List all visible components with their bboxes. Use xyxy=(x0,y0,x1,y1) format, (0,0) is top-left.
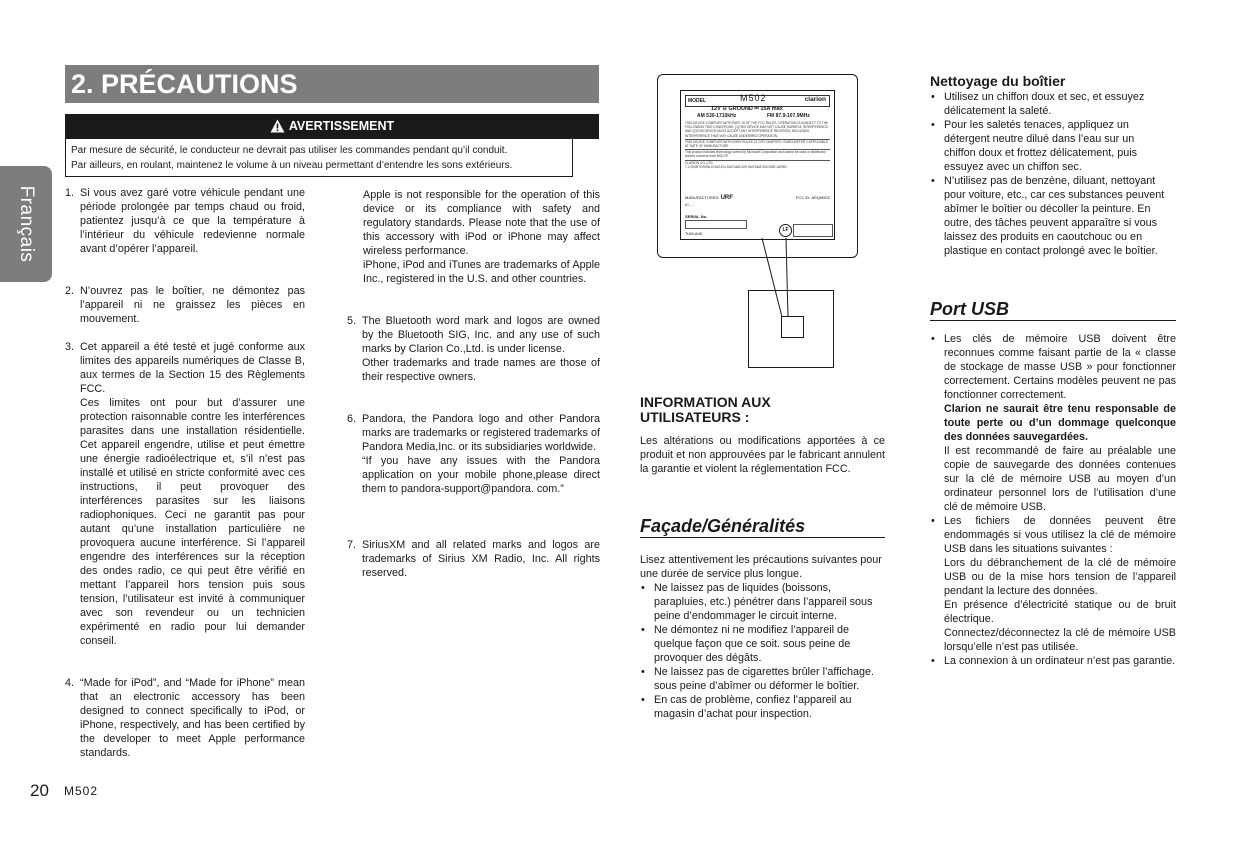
label-brand: clarion xyxy=(804,96,826,103)
usb-list xyxy=(930,332,1176,668)
label-fm: FM xyxy=(767,113,775,119)
label-made-in: THAILAND xyxy=(685,232,703,236)
usb-text: Lors du débranchement de la clé de mémoire USB ou de la mise hors tension de l’appareil pendant la lecture des données. xyxy=(944,557,1176,597)
usb-text: En présence d’électricité statique ou de bruit électrique. xyxy=(944,599,1176,625)
label-fm-range: 87.9-107.9MHz xyxy=(775,113,810,119)
item-text: Pandora, the Pandora logo and other Pandora marks are trademarks or registered trademarks of Pandora Media,Inc. or its subsidiaries worldwide. xyxy=(362,413,600,453)
list-item-4 xyxy=(65,676,305,760)
item-text: “If you have any issues with the Pandora application on your mobile phone,please direct them to pandora-support@pandora. com.” xyxy=(362,455,600,495)
list-item-7 xyxy=(347,538,600,580)
label-fine-print xyxy=(685,121,830,201)
warning-title: AVERTISSEMENT xyxy=(288,119,395,133)
usb-bold-text: Clarion ne saurait être tenu responsable de toute perte ou d’un dommage quelconque des données sauvegardées. xyxy=(944,403,1176,443)
label-manufactured-row xyxy=(685,195,733,201)
warning-body xyxy=(65,139,573,177)
label-am-row xyxy=(697,113,736,119)
item-number: 2. xyxy=(65,285,75,297)
warning-line-2: Par ailleurs, en roulant, maintenez le volume à un niveau permettant d’entendre les sons extérieurs. xyxy=(71,159,513,171)
info-heading xyxy=(640,395,885,425)
item-number: 4. xyxy=(65,677,75,689)
section-title: 2. PRÉCAUTIONS xyxy=(65,65,599,103)
info-body: Les altérations ou modifications apportées à ce produit et non approuvées par le fabricant annulent la garantie et violent la réglementation FCC. xyxy=(640,435,885,475)
facade-intro: Lisez attentivement les précautions suivantes pour une durée de service plus longue. xyxy=(640,554,882,580)
label-company: CLARION CO.,LTD. xyxy=(685,160,830,165)
nettoyage-heading: Nettoyage du boîtier xyxy=(930,73,1066,89)
facade-bullet: • Ne laissez pas de liquides (boissons, parapluies, etc.) pénétrer dans l’appareil sous peine d’endommager le circuit interne. xyxy=(640,581,885,623)
warning-triangle-icon xyxy=(270,119,285,133)
label-location-marker xyxy=(781,316,804,338)
usb-text: • Les fichiers de données peuvent être endommagés si vous utilisez la clé de mémoire USB dans les situations suivantes : xyxy=(944,515,1176,555)
warning-header xyxy=(65,114,599,139)
rating-label xyxy=(680,90,835,240)
nettoyage-list xyxy=(930,90,1165,258)
label-dhhs-notice: THIS DEVICE COMPLIES WITH DHHS RULES 21 CFR CHAPTER I SUBCHAPTER J APPLICABLE AT DATE OF MANUFACTURE. xyxy=(685,139,830,148)
language-tab-label: Français xyxy=(16,185,37,263)
page-number: 20 xyxy=(30,781,49,800)
item-text: “Made for iPod”, and “Made for iPhone” mean that an electronic accessory has been designed to connect specifically to iPod, or iPhone, respectively, and has been certified by the developer to meet Apple performance standards. xyxy=(80,677,305,759)
item-text: Si vous avez garé votre véhicule pendant une période prolongée par temps chaud ou froid, patientez jusqu’à ce que la température à l’intérieur du véhicule redevienne normale avant d’opérer l’appareil. xyxy=(80,187,305,255)
label-am-range: 530-1710kHz xyxy=(706,113,737,119)
item-4-continued xyxy=(363,188,600,286)
list-item-6 xyxy=(347,412,600,496)
label-serial: SERIAL No. xyxy=(685,214,708,219)
usb-heading: Port USB xyxy=(930,299,1176,321)
label-serial-box xyxy=(685,220,747,229)
label-address: 7-2,SHINTOSHIN,CHUO-KU,SAITAMA-SHI,SAITAMA 330-0081,JAPAN xyxy=(685,164,787,169)
item-number: 1. xyxy=(65,187,75,199)
list-item-1 xyxy=(65,186,305,256)
footer-model: M502 xyxy=(64,784,99,798)
item-text: Apple is not responsible for the operation of this device or its compliance with safety and regulatory standards. Please note that the use of this accessory with iPod or iPhone may affect wireless performance. xyxy=(363,189,600,257)
item-number: 3. xyxy=(65,341,75,353)
list-item-3 xyxy=(65,340,305,648)
label-ic: IC: ... xyxy=(685,202,695,207)
nettoyage-bullet: • Pour les saletés tenaces, appliquez un détergent neutre dilué dans l’eau sur un chiffon doux et frottez délicatement, puis essuyez avec un chiffon sec. xyxy=(930,118,1165,174)
label-manufactured: MANUFACTURED: xyxy=(685,195,720,200)
item-number: 5. xyxy=(347,315,357,327)
usb-text: Il est recommandé de faire au préalable une copie de sauvegarde des données contenues sur la clé de mémoire USB au moyen d’un ordinateur personnel lors de l’utilisation d’une clé de mémoire USB. xyxy=(944,445,1176,513)
usb-text: • Les clés de mémoire USB doivent être reconnues comme faisant partie de la « classe de stockage de masse USB » pour fonctionner correctement. Certains modèles peuvent ne pas fonctionner correctement. xyxy=(944,333,1176,401)
usb-bullet-3: • La connexion à un ordinateur n’est pas garantie. xyxy=(930,654,1176,668)
usb-bullet-2 xyxy=(930,514,1176,654)
label-model-caption: MODEL xyxy=(688,98,707,104)
facade-list xyxy=(640,581,885,721)
list-item-2 xyxy=(65,284,305,326)
info-heading-line2: UTILISATEURS : xyxy=(640,409,750,425)
language-tab xyxy=(0,166,52,282)
usb-bullet-1 xyxy=(930,332,1176,514)
label-barcode-area xyxy=(793,224,833,237)
label-fcc-notice: THIS DEVICE COMPLIES WITH PART 15 OF THE FCC RULES. OPERATION IS SUBJECT TO THE FOLLOWING TWO CONDITIONS: (1)THIS DEVICE MAY NOT CAUSE HARMFUL INTERFERENCE, AND (2)THIS DEVICE MUST ACCEPT ANY INTERFERENCE RECEIVED, INCLUDING INTERFERENCE THAT MAY CAUSE UNDESIRED OPERATION. xyxy=(685,121,829,138)
label-am: AM xyxy=(697,113,705,119)
nettoyage-bullet: • Utilisez un chiffon doux et sec, et essuyez délicatement la saleté. xyxy=(930,90,1165,118)
item-text: N’ouvrez pas le boîtier, ne démontez pas l’appareil ni ne graissez les pièces en mouvement. xyxy=(80,285,305,325)
label-bt-notice: This product includes technology owned by Microsoft Corporation and cannot be used or distributed without a license from MSLGP. xyxy=(685,149,830,158)
label-fcc-id: FCC ID: ARQM502 xyxy=(795,195,830,200)
item-text: Cet appareil a été testé et jugé conforme aux limites des appareils numériques de Classe B, aux termes de la Section 15 des Règlements FCC. xyxy=(80,341,305,395)
label-model: M502 xyxy=(740,93,767,103)
info-heading-line1: INFORMATION AUX xyxy=(640,394,771,410)
warning-line-1: Par mesure de sécurité, le conducteur ne devrait pas utiliser les commandes pendant qu’il conduit. xyxy=(71,145,508,156)
label-manufactured-value: URF xyxy=(720,195,733,201)
facade-bullet: • Ne démontez ni ne modifiez l’appareil de quelque façon que ce soit. sous peine de provoquer des dégâts. xyxy=(640,623,885,665)
list-item-5 xyxy=(347,314,600,384)
facade-bullet: • En cas de problème, confiez l’appareil au magasin d’achat pour inspection. xyxy=(640,693,885,721)
nettoyage-bullet: • N’utilisez pas de benzène, diluant, nettoyant pour voiture, etc., car ces substances peuvent abîmer le boîtier ou décoller la peinture. En outre, des tâches peuvent apparaître si vous laissez des produits en caoutchouc ou en plastique en contact prolongé avec le boîtier. xyxy=(930,174,1165,258)
label-fm-row xyxy=(767,113,810,119)
usb-text: Connectez/déconnectez la clé de mémoire USB lorsqu’elle n’est pas utilisée. xyxy=(944,627,1176,653)
facade-section xyxy=(640,553,885,721)
lf-mark: LF xyxy=(779,224,792,237)
item-number: 6. xyxy=(347,413,357,425)
item-text: Ces limites ont pour but d’assurer une protection raisonnable contre les interférences parasites dans une installation résidentielle. Cet appareil engendre, utilise et peut émettre une énergie radioélectrique et, s’il n’est pas installé et utilisé en stricte conformité avec ces instructions, il peut provoquer des interférences parasites sur les liaisons radiophoniques. Ceci ne garantit pas pour autant qu’une installation particulière ne provoquera aucune interférence. Si l’appareil engendre des interférences sur la réception des ondes radio, ce qui peut être vérifié en mettant l’appareil hors tension puis sous tension, l’utilisateur est invité à communiquer avec son revendeur ou un technicien expérimenté en radio pour lui demander conseil. xyxy=(80,397,305,647)
label-power: 12V ⊖ GROUND ⎓ 15A max xyxy=(711,106,783,112)
item-text: Other trademarks and trade names are those of their respective owners. xyxy=(362,357,600,383)
facade-bullet: • Ne laissez pas de cigarettes brûler l’affichage. sous peine d’abîmer ou déformer le boîtier. xyxy=(640,665,885,693)
item-text: The Bluetooth word mark and logos are owned by the Bluetooth SIG, Inc. and any use of such marks by Clarion Co.,Ltd. is under license. xyxy=(362,315,600,355)
item-number: 7. xyxy=(347,539,357,551)
item-text: iPhone, iPod and iTunes are trademarks of Apple Inc., registered in the U.S. and other countries. xyxy=(363,259,600,285)
facade-heading: Façade/Généralités xyxy=(640,516,885,538)
item-text: SiriusXM and all related marks and logos are trademarks of Sirius XM Radio, Inc. All rights reserved. xyxy=(362,539,600,579)
